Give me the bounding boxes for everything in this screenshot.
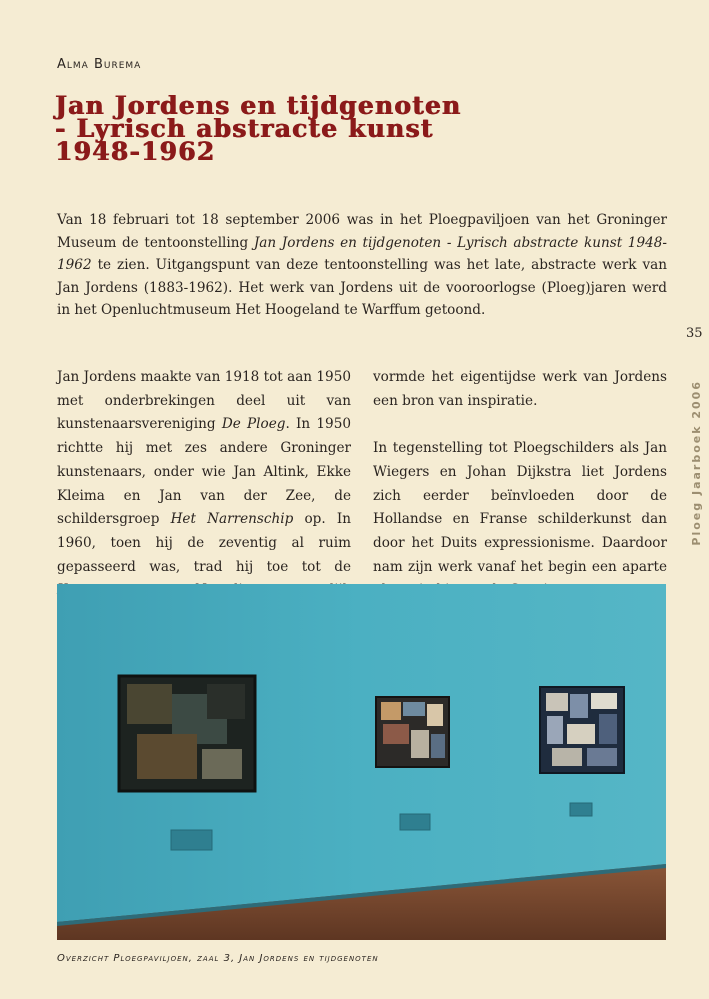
right-paragraph-2: In tegenstelling tot Ploegschilders als Jan Wiegers en Johan Dijkstra liet Jordens zich eerder beïnvloeden door de Hollandse en Franse schilderkunst dan door het Duits expressionisme. Daardoor nam zijn werk vanaf het begin een aparte [373, 440, 667, 575]
right-column [373, 366, 667, 603]
intro-paragraph [57, 209, 667, 322]
intro-text-b: te zien. Uitgangspunt van deze tentoonstelling was het late, abstracte werk van Jan Jordens (1883-1962). Het werk van Jordens uit de vooroorlogse (Ploeg)jaren werd in het Openluchtmuseum Het Hoogeland te Warffum getoond. [57, 257, 667, 319]
wall-label-2 [400, 814, 430, 830]
exhibition-title: Jan Jordens en tijdgenoten - Lyrisch abstracte kunst 1948-1962 [57, 234, 667, 274]
italic-run: Het Narrenschip [170, 511, 294, 528]
intro-text-a: Van 18 februari tot 18 september 2006 was in het Ploegpaviljoen van het Groninger Museum de tentoonstelling [57, 212, 667, 251]
text-run: Jan Jordens maakte van 1918 tot aan 1950 met onderbrekingen deel uit van kunstenaarsvereniging [57, 369, 351, 433]
author-name: Alma Burema [57, 57, 142, 72]
page-number: 35 [686, 326, 703, 341]
running-sidebar: Ploeg Jaarboek 2006 [690, 380, 703, 546]
title-line-2: - Lyrisch abstracte kunst [55, 114, 434, 143]
title-line-3: 1948-1962 [55, 137, 216, 166]
title-line-1: Jan Jordens en tijdgenoten [55, 91, 462, 120]
right-paragraph-1: vormde het eigentijdse werk van Jordens een bron van inspiratie. [373, 369, 667, 409]
exhibition-photo [57, 584, 666, 940]
text-run: op. In 1960, toen hij de zeventig al ruim gepasseerd was, trad hij toe tot de [57, 511, 351, 575]
article-title [55, 91, 655, 166]
gallery-illustration [57, 584, 666, 940]
italic-run: De Ploeg [221, 416, 286, 433]
wall-label-3 [570, 803, 592, 816]
wall-label-1 [171, 830, 212, 850]
text-run: . In 1950 richtte hij met zes andere Groninger kunstenaars, onder wie Jan Altink, Ekke Kleima en Jan van der Zee, de schildersgroep [57, 416, 351, 528]
photo-caption: Overzicht Ploegpaviljoen, zaal 3, Jan Jordens en tijdgenoten [57, 953, 379, 964]
